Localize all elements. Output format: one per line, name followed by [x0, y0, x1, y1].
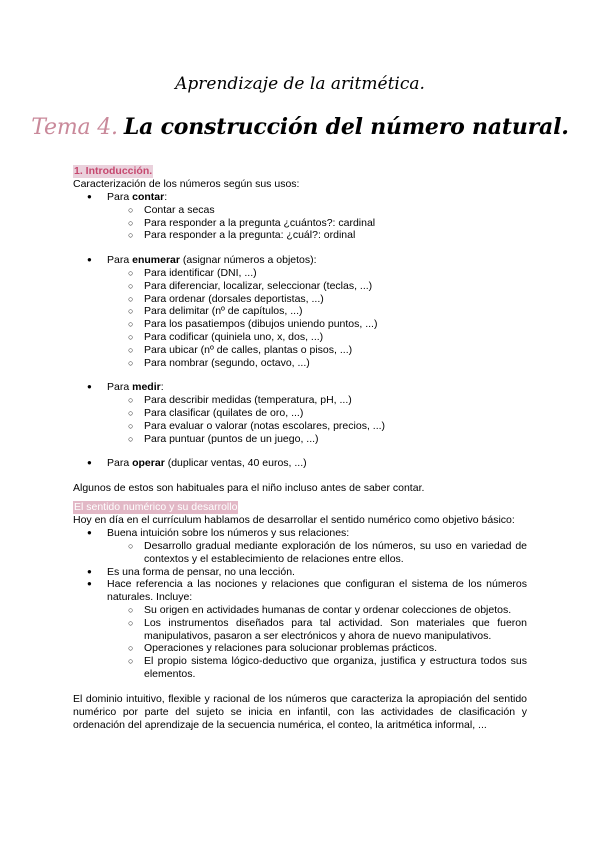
topic-title	[0, 114, 600, 140]
list-item	[73, 578, 527, 680]
enumerar-sublist	[107, 267, 527, 369]
sentido-list	[73, 527, 527, 681]
list-item: ○ Para diferenciar, localizar, seleccionar (teclas, ...)	[73, 280, 527, 293]
section-intro: Caracterización de los números según sus usos:	[73, 178, 300, 190]
section-closing: El dominio intuitivo, flexible y racional de los números que caracteriza la apropiación del sentido numérico por parte del sujeto se inicia en infantil, con las actividades de clasificación y ordenación del aprendizaje de la secuencia numérica, el conteo, la aritmética informal, ...	[73, 692, 527, 731]
list-item: ○ Para codificar (quiniela uno, x, dos, ...)	[73, 331, 527, 344]
uses-list	[73, 254, 527, 369]
list-item: ○ Para delimitar (nº de capítulos, ...)	[73, 305, 527, 318]
use-suffix: :	[160, 381, 164, 394]
use-keyword: medir	[132, 381, 161, 394]
subject-title: Aprendizaje de la aritmética.	[175, 74, 425, 94]
list-item: ○ Para clasificar (quilates de oro, ...)	[73, 407, 527, 420]
list-item: ○ Para describir medidas (temperatura, pH, ...)	[73, 394, 527, 407]
list-item	[73, 527, 527, 565]
section-intro: Hoy en día en el currículum hablamos de desarrollar el sentido numérico como objetivo básico:	[73, 514, 515, 527]
list-item: ○ Para responder a la pregunta ¿cuántos?: cardinal	[73, 217, 527, 230]
list-item: ○ Los instrumentos diseñados para tal actividad. Son materiales que fueron manipulativos, pasaron a ser electrónicos y ahora de nuevo manipulativos.	[73, 617, 527, 643]
use-keyword: operar	[132, 457, 165, 470]
topic-main-title: La construcción del número natural.	[123, 114, 569, 140]
list-item: ● Es una forma de pensar, no una lección.	[73, 566, 527, 579]
list-item: ○ Su origen en actividades humanas de contar y ordenar colecciones de objetos.	[73, 604, 527, 617]
use-suffix: (asignar números a objetos):	[179, 254, 317, 267]
use-suffix: :	[164, 191, 168, 203]
contar-sublist	[107, 204, 527, 242]
list-item: ○ El propio sistema lógico-deductivo que organiza, justifica y estructura todos sus elementos.	[73, 655, 527, 681]
use-prefix: Para	[107, 191, 133, 203]
uses-list	[73, 457, 527, 470]
sublist	[107, 604, 527, 681]
section-heading-introduccion: 1. Introducción.	[74, 165, 153, 177]
list-item: ○ Para nombrar (segundo, octavo, ...)	[73, 357, 527, 370]
use-prefix: Para	[107, 457, 133, 470]
uses-list	[73, 381, 527, 445]
use-enumerar	[73, 254, 527, 369]
use-suffix: (duplicar ventas, 40 euros, ...)	[164, 457, 307, 470]
bullet-text: Buena intuición sobre los números y sus relaciones:	[107, 527, 350, 540]
section-closing: Algunos de estos son habituales para el niño incluso antes de saber contar.	[73, 482, 425, 495]
list-item: ○ Para responder a la pregunta: ¿cuál?: ordinal	[73, 229, 527, 242]
use-contar	[73, 191, 527, 242]
list-item: ○ Para ubicar (nº de calles, plantas o pisos, ...)	[73, 344, 527, 357]
use-operar	[73, 457, 527, 470]
list-item: ○ Desarrollo gradual mediante exploración de los números, su uso en variedad de contextos y el establecimiento de relaciones entre ellos.	[73, 540, 527, 566]
list-item: ○ Para evaluar o valorar (notas escolares, precios, ...)	[73, 420, 527, 433]
uses-list	[73, 191, 527, 242]
list-item: ○ Para ordenar (dorsales deportistas, ...)	[73, 293, 527, 306]
medir-sublist	[107, 394, 527, 445]
use-medir	[73, 381, 527, 445]
use-prefix: Para	[107, 254, 133, 267]
list-item: ○ Operaciones y relaciones para solucionar problemas prácticos.	[73, 642, 527, 655]
list-item: ○ Para identificar (DNI, ...)	[73, 267, 527, 280]
section-heading-sentido-numerico: El sentido numérico y su desarrollo	[74, 501, 238, 514]
use-keyword: contar	[132, 191, 165, 203]
list-item: ○ Para puntuar (puntos de un juego, ...)	[73, 433, 527, 446]
list-item: ○ Para los pasatiempos (dibujos uniendo puntos, ...)	[73, 318, 527, 331]
list-item: ○ Contar a secas	[73, 204, 527, 217]
sublist	[107, 540, 527, 566]
document-content	[73, 165, 527, 732]
topic-label: Tema 4.	[31, 115, 118, 140]
bullet-text: Hace referencia a las nociones y relaciones que configuran el sistema de los números naturales. Incluye:	[107, 578, 527, 604]
use-prefix: Para	[107, 381, 133, 394]
use-keyword: enumerar	[132, 254, 180, 267]
